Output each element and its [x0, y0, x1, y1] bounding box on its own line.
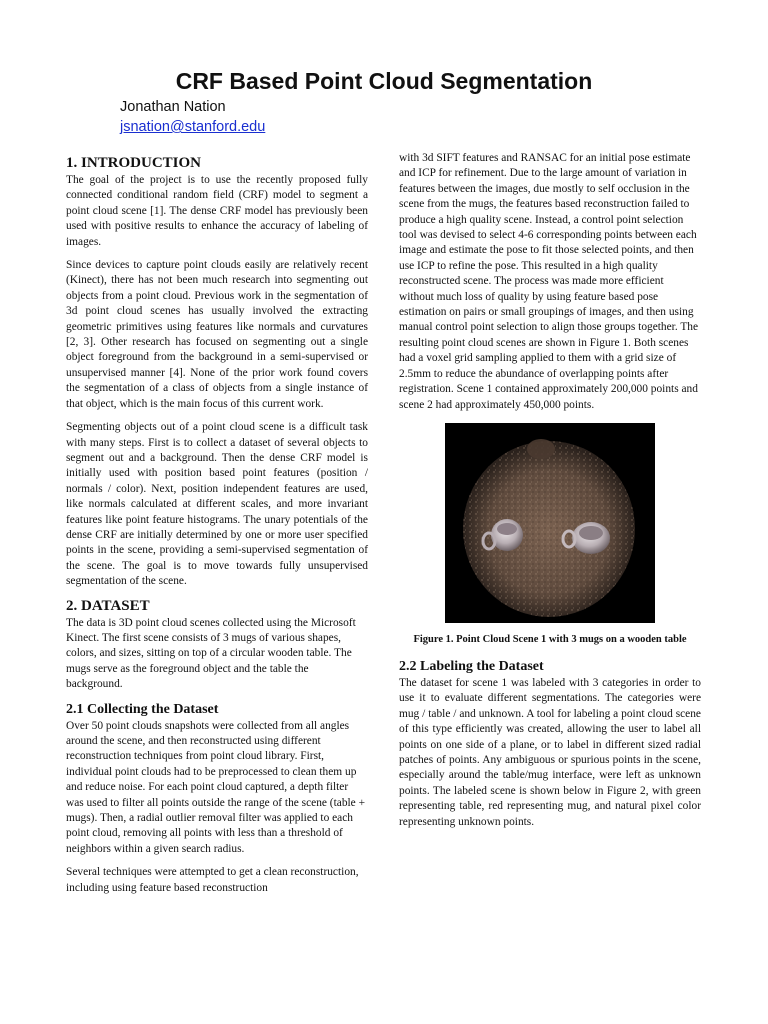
section-heading-collecting: 2.1 Collecting the Dataset — [66, 701, 219, 717]
intro-paragraph-2: Since devices to capture point clouds easily are relatively recent (Kinect), there has not been much research into segmenting out objects from a point cloud. Previous work in the segmentation of 3d point cloud scenes has usually involved the extracting geometric primitives using features like normals and curvatures [2, 3]. Other research has focused on segmenting out a single object foreground from the background in a semi-supervised or unsupervised manner [4]. None of the prior work found covers the segmentation of a class of objects from a single instance of that object, which is the main focus of this current work. — [66, 259, 368, 410]
author-email-link[interactable]: jsnation@stanford.edu — [120, 119, 266, 135]
author-name: Jonathan Nation — [120, 99, 226, 115]
intro-paragraph-1: The goal of the project is to use the recently proposed fully connected conditional random field (CRF) model to segment a point cloud scene [1]. The dense CRF model has previously been used with positive results to enhance the accuracy of labeling of images. — [66, 174, 368, 248]
dataset-paragraph-1: The data is 3D point cloud scenes collected using the Microsoft Kinect. The first scene consists of 3 mugs of various shapes, colors, and sizes, sitting on top of a circular wooden table. The mugs serve as the foreground object and the table the background. — [66, 616, 356, 691]
labeling-paragraph-1: The dataset for scene 1 was labeled with 3 categories in order to use it to evaluate different segmentations. The categories were mug / table / and unknown. A tool for labeling a point cloud scene of this type efficiently was created, allowing the user to label all points on one side of a plane, or to label in different sized radial patches of points. Any ambiguous or spurious points in the scene, especially around the table/mug interface, were left as unknown points. The labeled scene is shown below in Figure 2, with green representing table, red representing mug, and natural pixel color representing unknown points. — [399, 676, 701, 828]
section-heading-introduction: 1. INTRODUCTION — [66, 155, 202, 171]
mug-top — [527, 439, 555, 459]
left-column — [66, 155, 368, 904]
collecting-paragraph-2: Several techniques were attempted to get a clean reconstruction, including using feature based reconstruction — [66, 866, 359, 894]
section-heading-labeling: 2.2 Labeling the Dataset — [399, 658, 544, 674]
paper-title: CRF Based Point Cloud Segmentation — [175, 68, 593, 94]
section-heading-dataset: 2. DATASET — [66, 597, 150, 614]
collecting-paragraph-3: with 3d SIFT features and RANSAC for an initial pose estimate and ICP for refinement. Due to the large amount of variation in features between the images, due mostly to self occlusion in the scene from the mugs, the features based reconstruction failed to produce a high quality scene. Instead, a control point selection tool was devised to select 4-6 corresponding points between each image and estimate the pose to fit those selected points, and then use ICP to refine the pose. This resulted in a high quality reconstructed scene. The process was made more efficient without much loss of quality by using feature based pose estimation on pairs or small groupings of images, and then using manual control point selection to align those groups together. The resulting point cloud scenes are shown in Figure 1. Both scenes had a voxel grid sampling applied to them with a grid size of 2.5mm to reduce the abundance of overlapping points after registration. Scene 1 contained approximately 200,000 points and scene 2 had approximately 450,000 points. — [399, 152, 699, 411]
point-cloud-scene-graphic — [445, 423, 655, 623]
right-column — [399, 151, 701, 838]
figure-1-caption: Figure 1. Point Cloud Scene 1 with 3 mugs on a wooden table — [413, 633, 687, 645]
collecting-paragraph-1: Over 50 point clouds snapshots were collected from all angles around the scene, and then reconstructed using different reconstruction techniques from point cloud library. First, individual point clouds had to be preprocessed to clean them up and reduce noise. For each point cloud captured, a depth filter was used to filter all points outside the range of the scene (table + mugs). Then, a radial outlier removal filter was applied to each point cloud, removing all points with less than a threshold of neighbors within a given search radius. — [66, 719, 366, 855]
intro-paragraph-3: Segmenting objects out of a point cloud scene is a difficult task with many steps. First is to collect a dataset of several objects to segment out and a background. Then the dense CRF model is initially used with position based point features (position / normals / color). Next, position independent features are used, like normals calculated at different scales, and more invariant features like point feature histograms. The unary potentials of the dense CRF are initially determined by one or more user specified points in the scene, providing a semi-supervised segmentation of the scene. The goal is to move towards fully unsupervised segmentation of the scene. — [66, 421, 368, 588]
figure-1-point-cloud-image — [445, 423, 655, 623]
